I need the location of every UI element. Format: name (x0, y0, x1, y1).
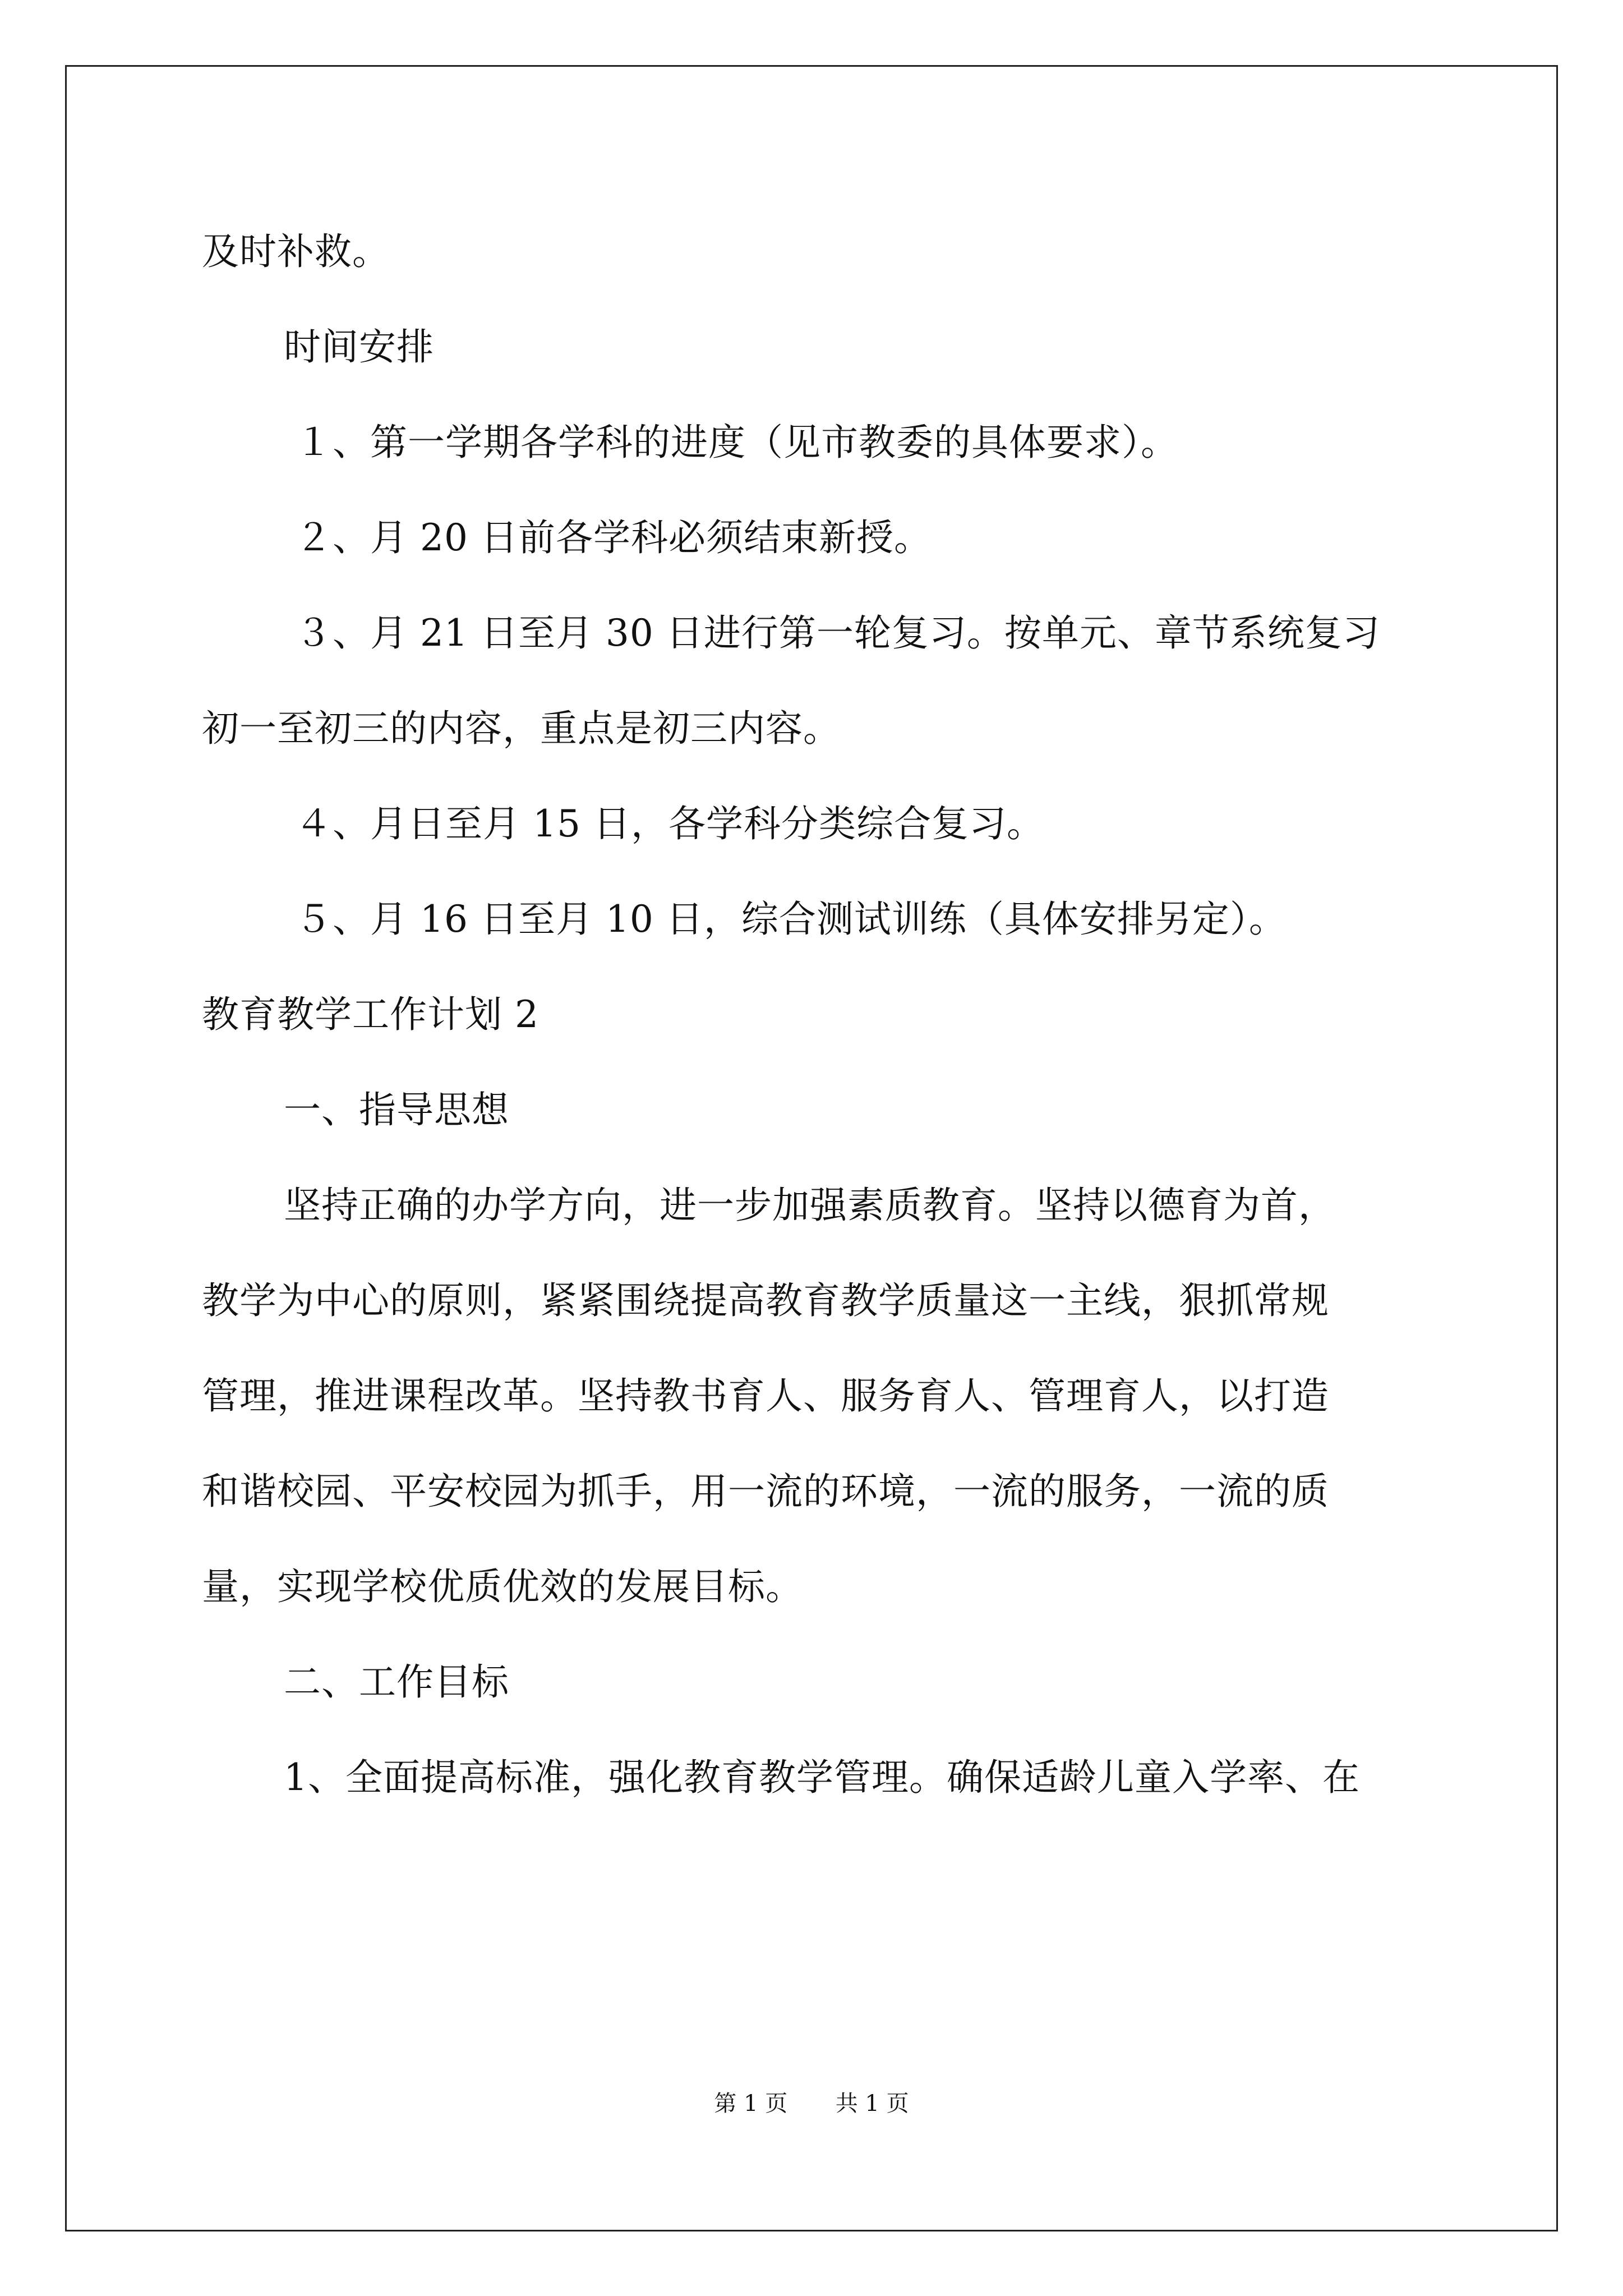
list-item: ４、月日至月 15 日，各学科分类综合复习。 (295, 802, 1044, 845)
list-item: ５、月 16 日至月 10 日，综合测试训练（具体安排另定）。 (295, 898, 1287, 941)
list-item: ２、月 20 日前各学科必须结束新授。 (295, 516, 932, 559)
paragraph-line: 量，实现学校优质优效的发展目标。 (202, 1565, 803, 1608)
body-line: 及时补救。 (202, 230, 390, 273)
list-item: １、第一学期各学科的进度（见市教委的具体要求）。 (295, 421, 1178, 464)
list-item: ３、月 21 日至月 30 日进行第一轮复习。按单元、章节系统复习 (295, 611, 1380, 655)
paragraph-line: 管理，推进课程改革。坚持教书育人、服务育人、管理育人，以打造 (202, 1374, 1329, 1418)
section-heading: 二、工作目标 (284, 1660, 509, 1704)
body-line: 初一至初三的内容，重点是初三内容。 (202, 707, 841, 750)
section-heading: 时间安排 (284, 325, 434, 369)
paragraph-line: 坚持正确的办学方向，进一步加强素质教育。坚持以德育为首， (284, 1184, 1336, 1227)
document-body (202, 215, 1427, 1837)
paragraph-line: 和谐校园、平安校园为抓手，用一流的环境，一流的服务，一流的质 (202, 1470, 1329, 1513)
page-number: 第 1 页 (714, 2091, 788, 2116)
paragraph-line: 1、全面提高标准，强化教育教学管理。确保适龄儿童入学率、在 (284, 1756, 1360, 1799)
page-total: 共 1 页 (835, 2091, 909, 2116)
section-heading: 一、指导思想 (284, 1088, 509, 1131)
paragraph-line: 教学为中心的原则，紧紧围绕提高教育教学质量这一主线，狠抓常规 (202, 1279, 1329, 1322)
document-title: 教育教学工作计划 2 (202, 993, 539, 1036)
page-footer (0, 2087, 1623, 2120)
